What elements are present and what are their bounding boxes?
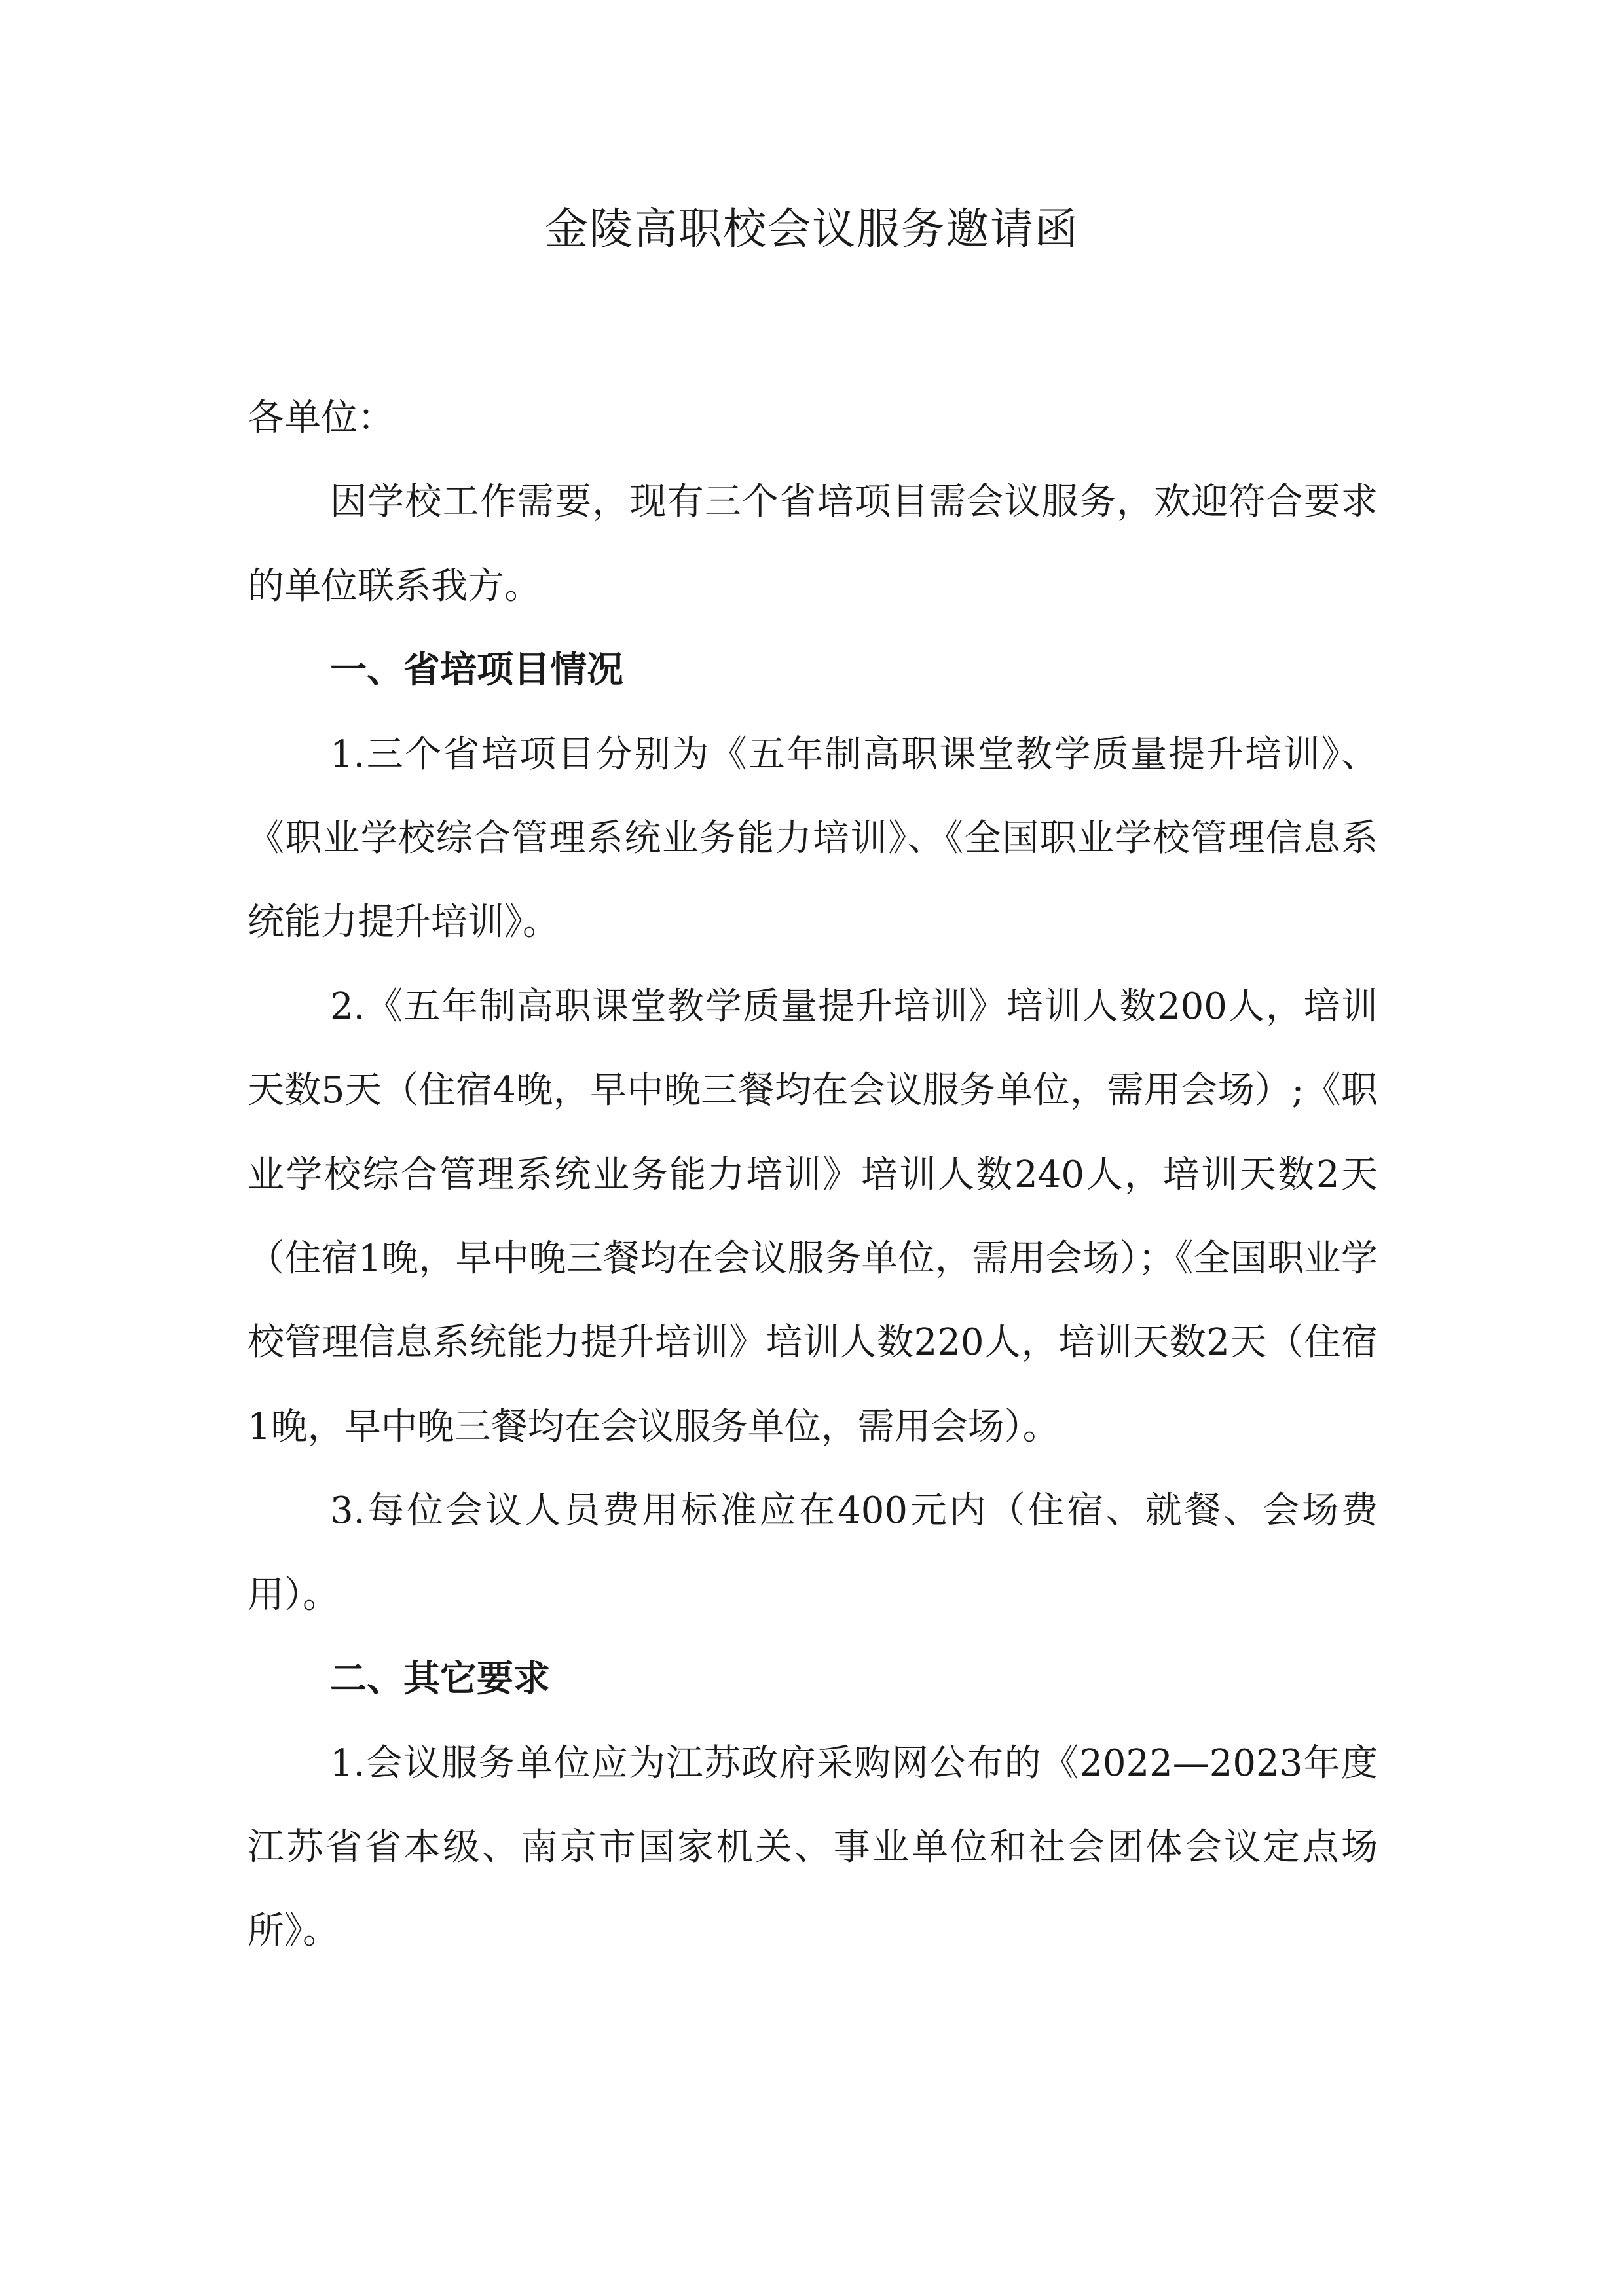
document-title: 金陵高职校会议服务邀请函 — [545, 204, 1079, 254]
requirement-item-1: 1.会议服务单位应为江苏政府采购网公布的《2022—2023年度江苏省省本级、南京市国家机关、事业单位和社会团体会议定点场所》。 — [248, 1741, 1378, 1953]
section-heading-other-requirements: 二、其它要求 — [330, 1658, 550, 1701]
project-item-2: 2.《五年制高职课堂教学质量提升培训》培训人数200人，培训天数5天（住宿4晚，早中晚三餐均在会议服务单位，需用会场）;《职业学校综合管理系统业务能力培训》培训人数240人，培训天数2天（住宿1晚，早中晚三餐均在会议服务单位，需用会场）；《全国职业学校管理信息系统能力提升培训》培训人数220人，培训天数2天（住宿1晚，早中晚三餐均在会议服务单位，需用会场）。 — [248, 985, 1378, 1448]
document-body — [248, 376, 1378, 1974]
intro-paragraph: 因学校工作需要，现有三个省培项目需会议服务，欢迎符合要求的单位联系我方。 — [248, 481, 1378, 608]
salutation: 各单位： — [248, 397, 394, 439]
section-heading-project-info: 一、省培项目情况 — [330, 649, 623, 692]
project-item-3: 3.每位会议人员费用标准应在400元内（住宿、就餐、会场费用）。 — [248, 1489, 1378, 1616]
project-item-1: 1.三个省培项目分别为《五年制高职课堂教学质量提升培训》、《职业学校综合管理系统业务能力培训》、《全国职业学校管理信息系统能力提升培训》。 — [248, 733, 1378, 944]
